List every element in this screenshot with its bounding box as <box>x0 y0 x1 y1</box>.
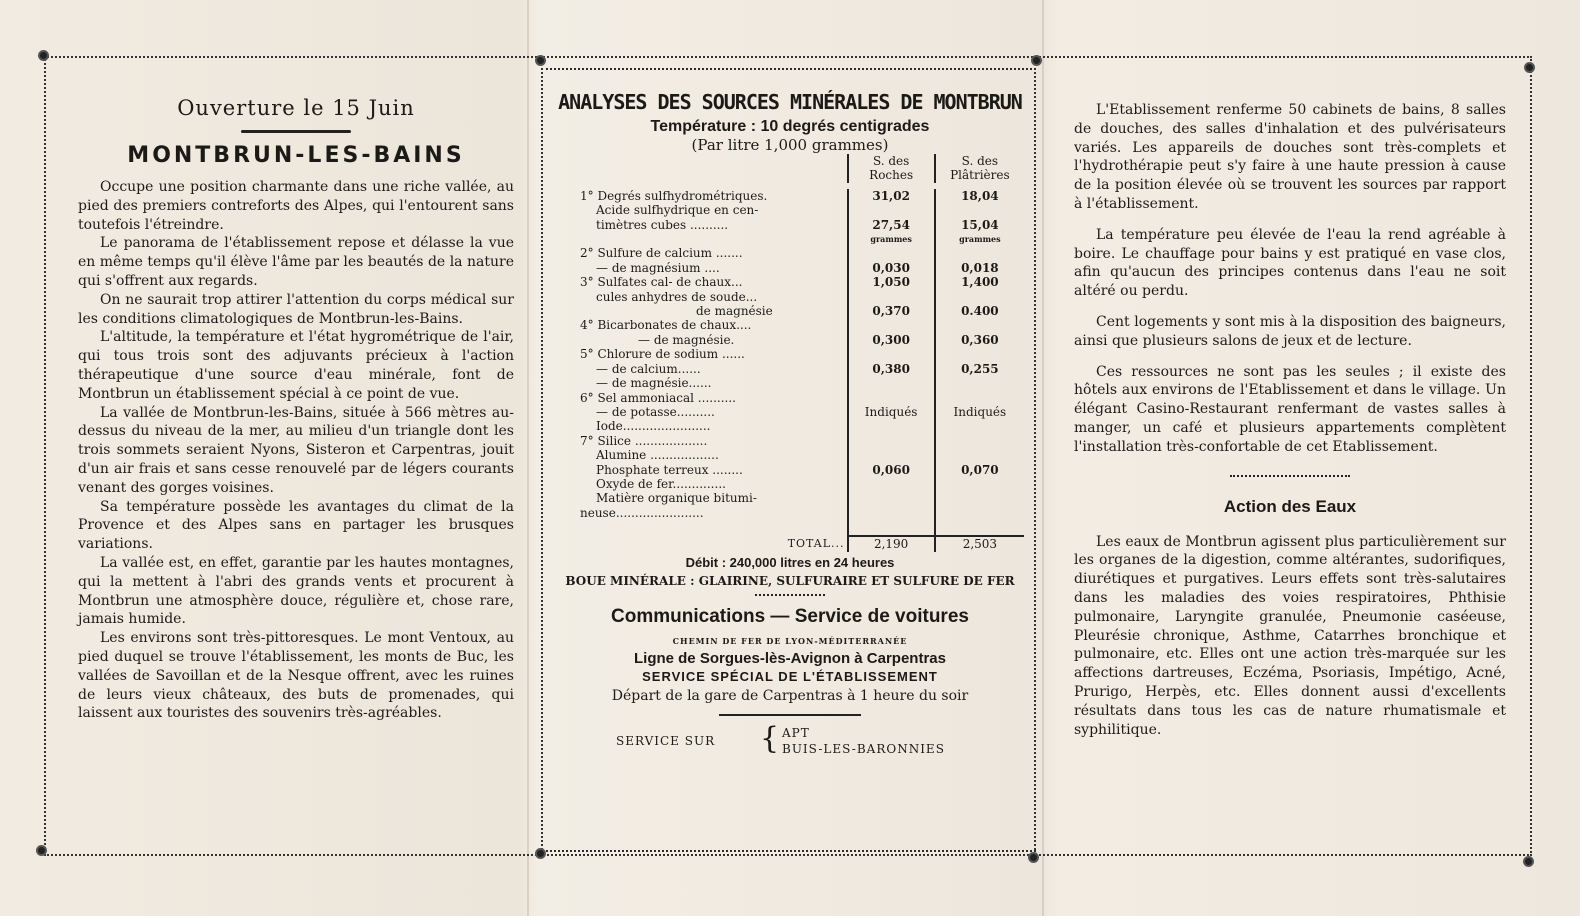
total-value: 2,190 <box>848 536 935 551</box>
corner-ornament <box>1028 852 1039 863</box>
value-cell: 0,070 <box>935 463 1024 477</box>
center-bottom-border <box>541 850 1036 852</box>
communications-title: Communications — Service de voitures <box>611 605 969 627</box>
row-label: — de magnésium .... <box>596 260 720 275</box>
service-special-line: SERVICE SPÉCIAL DE L'ÉTABLISSEMENT <box>642 668 938 684</box>
total-value: 2,503 <box>935 536 1024 551</box>
paragraph: Cent logements y sont mis à la disposition des baigneurs, ainsi que plusieurs salons de jeux et de lecture. <box>1074 313 1506 349</box>
brace-glyph: { <box>760 720 780 756</box>
corner-ornament <box>38 50 49 61</box>
center-panel <box>556 90 1024 762</box>
row-label: Phosphate terreux ........ <box>596 462 743 477</box>
per-litre-line: (Par litre 1,000 grammes) <box>691 136 889 154</box>
debit-line: Débit : 240,000 litres en 24 heures <box>685 554 895 570</box>
center-top-border <box>541 68 1036 70</box>
boue-line: BOUE MINÉRALE : GLAIRINE, SULFURAIRE ET SULFURE DE FER <box>565 573 1015 588</box>
service-sur-label: SERVICE SUR <box>616 733 716 748</box>
center-left-border <box>541 68 543 850</box>
row-label: — de magnésie...... <box>596 376 712 391</box>
destination: APT <box>782 725 810 740</box>
row-label: 5° Chlorure de sodium ...... <box>580 347 745 362</box>
action-title: Action des Eaux <box>1223 496 1357 516</box>
value-cell: 31,02 <box>848 189 935 203</box>
paragraph: Le panorama de l'établissement repose et délasse la vue en même temps qu'il élève l'âme par les beautés de la nature qui s'offrent aux regards. <box>78 235 514 289</box>
temperature-line: Température : 10 degrés centigrades <box>650 118 930 135</box>
value-cell: 0,370 <box>848 304 935 318</box>
value-cell: 1,400 <box>935 275 1024 289</box>
value-cell: Indiqués <box>848 405 935 419</box>
corner-ornament <box>36 845 47 856</box>
value-cell: 1,050 <box>848 275 935 289</box>
row-label: — de calcium...... <box>596 361 701 376</box>
row-label: Oxyde de fer.............. <box>596 476 726 491</box>
corner-ornament <box>535 848 546 859</box>
value-cell: 0,360 <box>935 333 1024 347</box>
row-label: — de potasse.......... <box>596 404 715 419</box>
action-paragraph: Les eaux de Montbrun agissent plus particulièrement sur les organes de la digestion, comme altérantes, sudorifiques, diurétiques et purgatives. Leurs effets sont très-salutaires dans les maladies des voies respiratoires, Phthisie pulmonaire, Laryngite granulée, Pneumonie caséeuse, Pleurésie chronique, Asthme, Catarrhes bronchique et pulmonaire, etc. Elles ont une action très-marquée sur les affections dartreuses, Eczéma, Psoriasis, Impétigo, Acné, Prurigo, Herpès, etc. Elles donnent aussi d'excellents résultats dans tous les cas de nature rhumatismale et syphilitique. <box>1074 533 1506 738</box>
divider-line <box>719 714 861 716</box>
paragraph: La vallée de Montbrun-les-Bains, située à 566 mètres au-dessus du niveau de la mer, au milieu d'un triangle dont les trois sommets seraient Nyons, Sisteron et Carpentras, jouit d'un air frais et sans cesse renouvelé par de légers courants venant des gorges voisines. <box>78 404 514 496</box>
value-cell: 0,030 <box>848 261 935 275</box>
paragraph: Occupe une position charmante dans une riche vallée, au pied des premiers contreforts des Alpes, qui l'entourent sans toutefois l'étreindre. <box>78 179 514 233</box>
corner-ornament <box>535 55 546 66</box>
row-label: 2° Sulfure de calcium ....... <box>580 246 743 261</box>
opening-date: Ouverture le 15 Juin <box>177 96 415 120</box>
paragraph: L'altitude, la température et l'état hygrométrique de l'air, qui tous trois sont des adjuvants précieux à l'action thérapeutique d'une source d'eau minérale, font de Montbrun un établissement spécial à ce point de vue. <box>78 329 514 402</box>
paragraph: La température peu élevée de l'eau la rend agréable à boire. Le chauffage pour bains y est pratiqué en vase clos, afin qu'aucun des principes contenus dans l'eau ne soit altéré ou perdu. <box>1074 226 1506 300</box>
service-block <box>556 722 1024 762</box>
value-cell: 0,255 <box>935 362 1024 376</box>
value-cell: 18,04 <box>935 189 1024 203</box>
value-cell: 0,300 <box>848 333 935 347</box>
destination: BUIS-LES-BARONNIES <box>782 741 945 756</box>
row-label: 6° Sel ammoniacal .......... <box>580 390 736 405</box>
railway-line: CHEMIN DE FER DE LYON-MÉDITERRANÉE <box>672 635 908 646</box>
row-label: Alumine .................. <box>596 448 719 463</box>
ornament-divider <box>755 594 825 596</box>
analysis-title: ANALYSES DES SOURCES MINÉRALES DE MONTBRUN <box>558 90 1022 114</box>
center-right-border <box>1034 68 1036 850</box>
row-label: neuse....................... <box>580 505 704 520</box>
ornament-divider <box>1230 475 1350 477</box>
row-label: — de magnésie. <box>638 332 735 347</box>
unit-label: grammes <box>935 232 1024 246</box>
value-cell: 0.400 <box>935 304 1024 318</box>
paragraph: Ces ressources ne sont pas les seules ; il existe des hôtels aux environs de l'Etablissement et dans le village. Un élégant Casino-Restaurant renfermant de vastes salles à manger, un café et plusieurs appartements complètent l'installation très-confortable de cet Etablissement. <box>1074 363 1506 455</box>
row-label: 1° Degrés sulfhydrométriques. <box>580 188 768 203</box>
column-header: S. des Plâtrières <box>935 154 1024 183</box>
corner-ornament <box>1524 62 1535 73</box>
paragraph: On ne saurait trop attirer l'attention du corps médical sur les conditions climatologiques de Montbrun-les-Bains. <box>78 291 514 327</box>
row-label: Acide sulfhydrique en cen- <box>596 203 759 218</box>
unit-label: grammes <box>848 232 935 246</box>
total-label: TOTAL... <box>787 536 845 550</box>
row-label: cules anhydres de soude... <box>596 289 758 304</box>
column-header: S. des Roches <box>848 154 935 183</box>
paragraph: Sa température possède les avantages du climat de la Provence et des Alpes sans en partager les brusques variations. <box>78 498 514 553</box>
row-label: 3° Sulfates cal- de chaux... <box>580 275 743 290</box>
row-label: 7° Silice ................... <box>580 433 708 448</box>
row-label: Iode....................... <box>596 419 711 434</box>
value-cell: 0,060 <box>848 463 935 477</box>
row-label: de magnésie <box>696 304 773 319</box>
paragraph: Les environs sont très-pittoresques. Le mont Ventoux, au pied duquel se trouve l'établissement, les monts de Buc, les vallées de Savoillan et de la Nesque offrent, avec les ruines de leurs vieux châteaux, des buts de promenades, qui laissent aux touristes des souvenirs très-agréables. <box>78 630 514 722</box>
left-panel <box>78 96 514 723</box>
row-label: Matière organique bitumi- <box>596 491 757 506</box>
analysis-table <box>578 154 1024 552</box>
corner-ornament <box>1031 55 1042 66</box>
right-panel <box>1074 101 1506 739</box>
value-cell: Indiqués <box>935 405 1024 419</box>
row-label: 4° Bicarbonates de chaux.... <box>580 318 752 333</box>
depart-line: Départ de la gare de Carpentras à 1 heure du soir <box>611 687 969 704</box>
value-cell: 15,04 <box>935 218 1024 232</box>
value-cell: 0,380 <box>848 362 935 376</box>
resort-title: MONTBRUN-LES-BAINS <box>127 143 465 168</box>
paragraph: L'Etablissement renferme 50 cabinets de bains, 8 salles de douches, des salles d'inhalation et des pulvérisateurs variés. Les appareils de douches sont très-complets et l'hydrothérapie peut s'y faire à une haute pression à cause de la position élevée où se trouvent les sources par rapport à l'établissement. <box>1074 102 1506 212</box>
corner-ornament <box>1523 856 1534 867</box>
paragraph: La vallée est, en effet, garantie par les hautes montagnes, qui la mettent à l'abri des grands vents et procurent à Montbrun une atmosphère douce, régulière et, chose rare, jamais humide. <box>78 554 514 628</box>
ornament-divider <box>241 130 351 133</box>
row-label: timètres cubes .......... <box>596 217 729 232</box>
value-cell: 0,018 <box>935 261 1024 275</box>
value-cell: 27,54 <box>848 218 935 232</box>
ligne-line: Ligne de Sorgues-lès-Avignon à Carpentras <box>633 649 946 667</box>
